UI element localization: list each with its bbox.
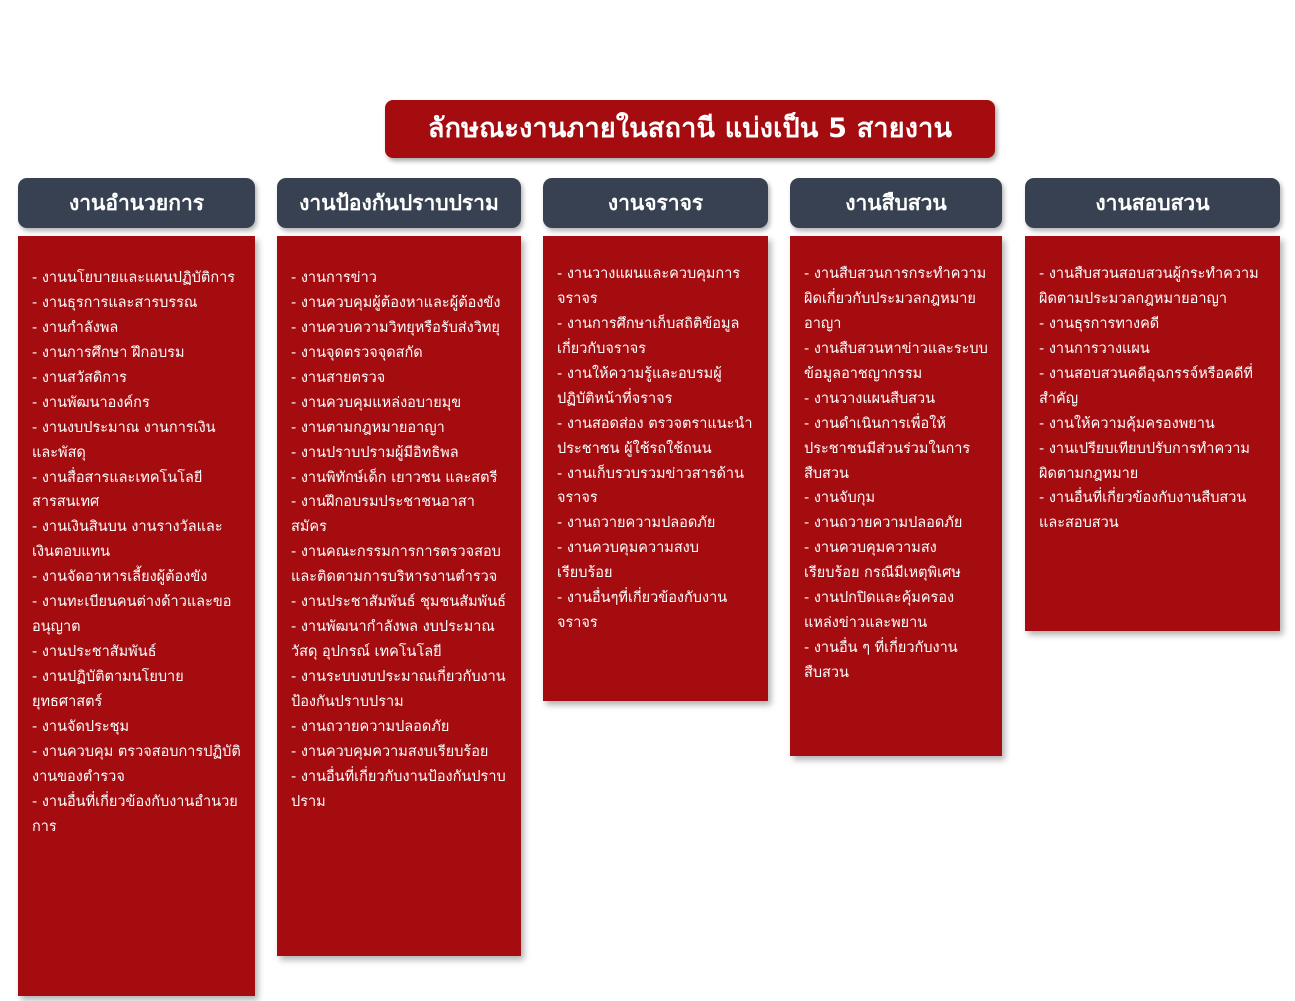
column-body-administration [18, 236, 255, 996]
list-item: - งานธุรการและสารบรรณ [32, 294, 198, 311]
column-inquiry [1025, 178, 1280, 631]
list-item: - งานดำเนินการเพื่อให้ประชาชนมีส่วนร่วมในการสืบสวน [804, 415, 971, 482]
column-body-investigation [790, 236, 1002, 756]
list-item: - งานการศึกษาเก็บสถิติข้อมูลเกี่ยวกับจราจร [557, 315, 740, 357]
list-item: - งานพัฒนาองค์กร [32, 394, 150, 411]
list-item: - งานควบคุมแหล่งอบายมุข [291, 394, 462, 411]
column-header-investigation: งานสืบสวน [790, 178, 1002, 228]
list-item: - งานสายตรวจ [291, 369, 386, 386]
column-traffic [543, 178, 768, 701]
column-body-inquiry [1025, 236, 1280, 631]
column-administration [18, 178, 255, 996]
list-item: - งานควบคุม ตรวจสอบการปฏิบัติงานของตำรวจ [32, 743, 241, 785]
list-item: - งานสวัสดิการ [32, 369, 127, 386]
list-item: - งานกำลังพล [32, 319, 119, 336]
list-item: - งานอื่นที่เกี่ยวข้องกับงานสืบสวนและสอบสวน [1039, 490, 1247, 532]
list-item: - งานวางแผนสืบสวน [804, 390, 936, 407]
list-item: - งานการวางแผน [1039, 340, 1150, 357]
column-body-crime-prevention [277, 236, 521, 956]
list-item: - งานอื่นที่เกี่ยวข้องกับงานอำนวยการ [32, 793, 238, 835]
list-item: - งานปฏิบัติตามนโยบายยุทธศาสตร์ [32, 669, 184, 710]
list-item: - งานถวายความปลอดภัย [291, 718, 450, 735]
page-title: ลักษณะงานภายในสถานี แบ่งเป็น 5 สายงาน [427, 113, 953, 145]
list-item: - งานควบคุมความสงเรียบร้อย กรณีมีเหตุพิเศษ [804, 540, 961, 582]
list-item: - งานการศึกษา ฝึกอบรม [32, 344, 185, 361]
column-investigation [790, 178, 1002, 756]
list-item: - งานสืบสวนสอบสวนผู้กระทำความผิดตามประมวลกฎหมายอาญา [1039, 266, 1259, 307]
list-item: - งานประชาสัมพันธ์ [32, 644, 157, 661]
list-item: - งานงบประมาณ งานการเงินและพัสดุ [32, 419, 216, 461]
list-item: - งานนโยบายและแผนปฏิบัติการ [32, 270, 236, 286]
list-item: - งานจัดอาหารเลี้ยงผู้ต้องขัง [32, 569, 208, 586]
list-item: - งานสอบสวนคดีอุฉกรรจ์หรือคดีที่สำคัญ [1039, 365, 1253, 407]
list-item: - งานสืบสวนหาข่าวและระบบข้อมูลอาชญากรรม [804, 340, 988, 382]
list-item: - งานถวายความปลอดภัย [804, 515, 963, 532]
list-item: - งานวางแผนและควบคุมการจราจร [557, 266, 741, 307]
list-item: - งานอื่น ๆ ที่เกี่ยวกับงานสืบสวน [804, 640, 958, 681]
list-item: - งานพัฒนากำลังพล งบประมาณ วัสดุ อุปกรณ์ เทคโนโลยี [291, 619, 495, 661]
list-item: - งานควบคุมความสงบเรียบร้อย [291, 743, 489, 760]
column-body-traffic [543, 236, 768, 701]
list-item: - งานธุรการทางคดี [1039, 315, 1160, 332]
list-item: - งานระบบงบประมาณเกี่ยวกับงานป้องกันปราบปราม [291, 669, 506, 710]
list-item: - งานทะเบียนคนต่างด้าวและขออนุญาต [32, 594, 232, 636]
column-header-traffic: งานจราจร [543, 178, 768, 228]
list-item: - งานอื่นที่เกี่ยวกับงานป้องกันปราบปราม [291, 768, 506, 810]
list-item: - งานสื่อสารและเทคโนโลยีสารสนเทศ [32, 469, 203, 511]
list-item: - งานเก็บรวบรวมข่าวสารด้านจราจร [557, 465, 744, 507]
list-item: - งานประชาสัมพันธ์ ชุมชนสัมพันธ์ [291, 594, 506, 611]
column-header-administration: งานอำนวยการ [18, 178, 255, 228]
column-crime-prevention [277, 178, 521, 956]
column-header-crime-prevention: งานป้องกันปราบปราม [277, 178, 521, 228]
list-item: - งานเงินสินบน งานรางวัลและเงินตอบแทน [32, 519, 223, 561]
list-item: - งานคณะกรรมการการตรวจสอบและติดตามการบริหารงานตำรวจ [291, 544, 501, 586]
list-item: - งานปราบปรามผู้มีอิทธิพล [291, 444, 459, 461]
list-item: - งานควบคุมผู้ต้องหาและผู้ต้องขัง [291, 294, 501, 311]
list-item: - งานพิทักษ์เด็ก เยาวชน และสตรี [291, 469, 498, 486]
list-item: - งานให้ความคุ้มครองพยาน [1039, 415, 1215, 432]
list-item: - งานจุดตรวจจุดสกัด [291, 344, 423, 361]
list-item: - งานจัดประชุม [32, 718, 130, 735]
list-item: - งานให้ความรู้และอบรมผู้ปฏิบัติหน้าที่จราจร [557, 365, 722, 407]
list-item: - งานปกปิดและคุ้มครองแหล่งข่าวและพยาน [804, 590, 955, 632]
list-item: - งานถวายความปลอดภัย [557, 515, 716, 532]
list-item: - งานตามกฎหมายอาญา [291, 419, 445, 436]
list-item: - งานควบความวิทยุหรือรับส่งวิทยุ [291, 319, 500, 336]
list-item: - งานควบคุมความสงบเรียบร้อย [557, 540, 699, 582]
list-item: - งานสืบสวนการกระทำความผิดเกี่ยวกับประมวลกฎหมายอาญา [804, 266, 987, 332]
diagram-title-banner [385, 100, 995, 158]
column-header-inquiry: งานสอบสวน [1025, 178, 1280, 228]
list-item: - งานการข่าว [291, 270, 377, 286]
list-item: - งานจับกุม [804, 490, 876, 507]
list-item: - งานเปรียบเทียบปรับการทำความผิดตามกฎหมาย [1039, 440, 1250, 482]
list-item: - งานสอดส่อง ตรวจตราแนะนำประชาชน ผู้ใช้รถใช้ถนน [557, 415, 753, 457]
list-item: - งานฝึกอบรมประชาชนอาสาสมัคร [291, 494, 475, 536]
list-item: - งานอื่นๆที่เกี่ยวข้องกับงานจราจร [557, 590, 728, 632]
